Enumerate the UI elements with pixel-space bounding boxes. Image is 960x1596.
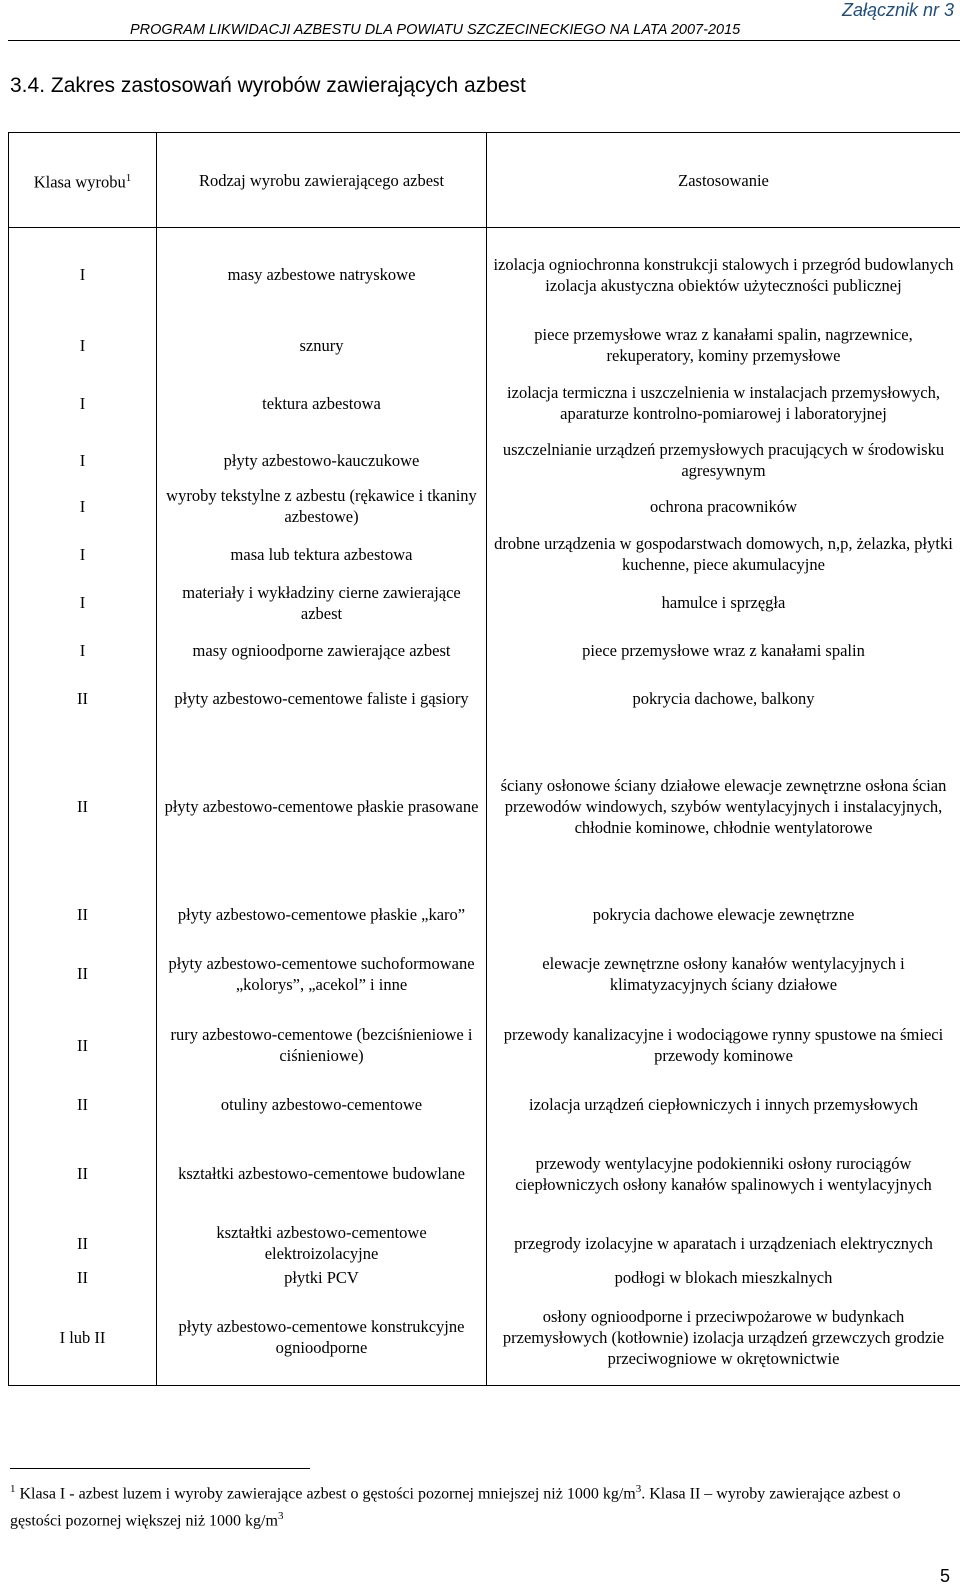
- cell-product: płyty azbestowo-cementowe płaskie „karo”: [157, 890, 487, 939]
- cell-product: płyty azbestowo-cementowe faliste i gąsiory: [157, 675, 487, 723]
- table-row: [9, 483, 960, 530]
- cell-usage: drobne urządzenia w gospodarstwach domowych, n,p, żelazka, płytki kuchenne, piece akumulacyjne: [487, 530, 960, 579]
- attachment-label: Załącznik nr 3: [841, 0, 954, 20]
- cell-usage: osłony ognioodporne i przeciwpożarowe w budynkach przemysłowych (kotłownie) izolacja urządzeń grzewczych grodzie przeciwogniowe w okrętownictwie: [487, 1290, 960, 1386]
- header-class: [9, 133, 157, 228]
- footnote-sup-1: 3: [635, 1483, 642, 1495]
- running-header: PROGRAM LIKWIDACJI AZBESTU DLA POWIATU SZCZECINECKIEGO NA LATA 2007-2015: [130, 22, 741, 38]
- cell-product: masy ognioodporne zawierające azbest: [157, 627, 487, 675]
- asbestos-usage-table: [8, 132, 960, 1386]
- cell-product: otuliny azbestowo-cementowe: [157, 1082, 487, 1127]
- cell-usage: przegrody izolacyjne w aparatach i urządzeniach elektrycznych: [487, 1221, 960, 1266]
- footnote-text-1: Klasa I - azbest luzem i wyroby zawierające azbest o gęstości pozornej mniejszej niż 1000 kg/m: [19, 1485, 636, 1503]
- cell-class: I: [9, 438, 157, 483]
- page-number: 5: [939, 1566, 950, 1586]
- table-row: [9, 1009, 960, 1082]
- cell-class: II: [9, 939, 157, 1009]
- cell-usage: ściany osłonowe ściany działowe elewacje zewnętrzne osłona ścian przewodów windowych, szybów wentylacyjnych i instalacyjnych, chłodnie kominowe, chłodnie wentylatorowe: [487, 723, 960, 890]
- table-row: [9, 1127, 960, 1221]
- table-row: [9, 369, 960, 438]
- cell-usage: izolacja termiczna i uszczelnienia w instalacjach przemysłowych, aparaturze kontrolno-pomiarowej i laboratoryjnej: [487, 369, 960, 438]
- cell-product: płyty azbestowo-cementowe płaskie prasowane: [157, 723, 487, 890]
- table-body: [9, 228, 960, 1386]
- table-row: [9, 438, 960, 483]
- cell-product: kształtki azbestowo-cementowe elektroizolacyjne: [157, 1221, 487, 1266]
- cell-class: I: [9, 322, 157, 369]
- table-row: [9, 228, 960, 322]
- cell-class: I: [9, 369, 157, 438]
- table-row: [9, 890, 960, 939]
- table-row: [9, 627, 960, 675]
- cell-usage: podłogi w blokach mieszkalnych: [487, 1266, 960, 1290]
- footnote: [10, 1478, 940, 1533]
- cell-class: II: [9, 723, 157, 890]
- header-divider: [8, 40, 960, 41]
- header-class-label: Klasa wyrobu: [33, 172, 126, 192]
- cell-class: II: [9, 675, 157, 723]
- footnote-text-2: . Klasa II – wyroby zawierające azbest o gęstości pozornej większej niż 1000 kg/m: [10, 1485, 901, 1530]
- cell-class: II: [9, 890, 157, 939]
- table-row: [9, 1221, 960, 1266]
- table-row: [9, 1082, 960, 1127]
- table-row: [9, 1266, 960, 1290]
- cell-class: II: [9, 1009, 157, 1082]
- footnote-ref: 1: [125, 171, 132, 184]
- cell-usage: pokrycia dachowe elewacje zewnętrzne: [487, 890, 960, 939]
- cell-product: płyty azbestowo-kauczukowe: [157, 438, 487, 483]
- footnote-sup-2: 3: [277, 1510, 284, 1523]
- cell-product: tektura azbestowa: [157, 369, 487, 438]
- cell-class: II: [9, 1082, 157, 1127]
- cell-usage: hamulce i sprzęgła: [487, 579, 960, 627]
- cell-product: masy azbestowe natryskowe: [157, 228, 487, 322]
- cell-usage: pokrycia dachowe, balkony: [487, 675, 960, 723]
- table-row: [9, 579, 960, 627]
- table-row: [9, 1290, 960, 1386]
- cell-usage: piece przemysłowe wraz z kanałami spalin: [487, 627, 960, 675]
- cell-class: I: [9, 530, 157, 579]
- cell-class: I: [9, 483, 157, 530]
- table-row: [9, 939, 960, 1009]
- cell-usage: piece przemysłowe wraz z kanałami spalin, nagrzewnice, rekuperatory, kominy przemysłowe: [487, 322, 960, 369]
- cell-class: II: [9, 1221, 157, 1266]
- section-title: 3.4. Zakres zastosowań wyrobów zawierających azbest: [10, 74, 526, 97]
- cell-usage: uszczelnianie urządzeń przemysłowych pracujących w środowisku agresywnym: [487, 438, 960, 483]
- cell-product: masa lub tektura azbestowa: [157, 530, 487, 579]
- header-usage: Zastosowanie: [487, 133, 960, 228]
- cell-product: płyty azbestowo-cementowe suchoformowane „kolorys”, „acekol” i inne: [157, 939, 487, 1009]
- footnote-divider: [10, 1468, 310, 1469]
- table-row: [9, 530, 960, 579]
- cell-product: materiały i wykładziny cierne zawierające azbest: [157, 579, 487, 627]
- cell-product: płytki PCV: [157, 1266, 487, 1290]
- cell-usage: przewody kanalizacyjne i wodociągowe rynny spustowe na śmieci przewody kominowe: [487, 1009, 960, 1082]
- cell-class: I: [9, 627, 157, 675]
- cell-product: wyroby tekstylne z azbestu (rękawice i tkaniny azbestowe): [157, 483, 487, 530]
- cell-product: płyty azbestowo-cementowe konstrukcyjne ognioodporne: [157, 1290, 487, 1386]
- table-header-row: [9, 133, 960, 228]
- table-row: [9, 322, 960, 369]
- cell-usage: ochrona pracowników: [487, 483, 960, 530]
- cell-product: rury azbestowo-cementowe (bezciśnieniowe i ciśnieniowe): [157, 1009, 487, 1082]
- cell-class: II: [9, 1127, 157, 1221]
- cell-usage: izolacja urządzeń ciepłowniczych i innych przemysłowych: [487, 1082, 960, 1127]
- cell-class: II: [9, 1266, 157, 1290]
- cell-class: I lub II: [9, 1290, 157, 1386]
- table-row: [9, 675, 960, 723]
- header-product: Rodzaj wyrobu zawierającego azbest: [157, 133, 487, 228]
- table-row: [9, 723, 960, 890]
- footnote-marker: 1: [10, 1483, 16, 1495]
- cell-usage: izolacja ogniochronna konstrukcji stalowych i przegród budowlanych izolacja akustyczna obiektów użyteczności publicznej: [487, 228, 960, 322]
- cell-product: sznury: [157, 322, 487, 369]
- cell-product: kształtki azbestowo-cementowe budowlane: [157, 1127, 487, 1221]
- cell-usage: przewody wentylacyjne podokienniki osłony rurociągów ciepłowniczych osłony kanałów spalinowych i wentylacyjnych: [487, 1127, 960, 1221]
- cell-usage: elewacje zewnętrzne osłony kanałów wentylacyjnych i klimatyzacyjnych ściany działowe: [487, 939, 960, 1009]
- cell-class: I: [9, 579, 157, 627]
- cell-class: I: [9, 228, 157, 322]
